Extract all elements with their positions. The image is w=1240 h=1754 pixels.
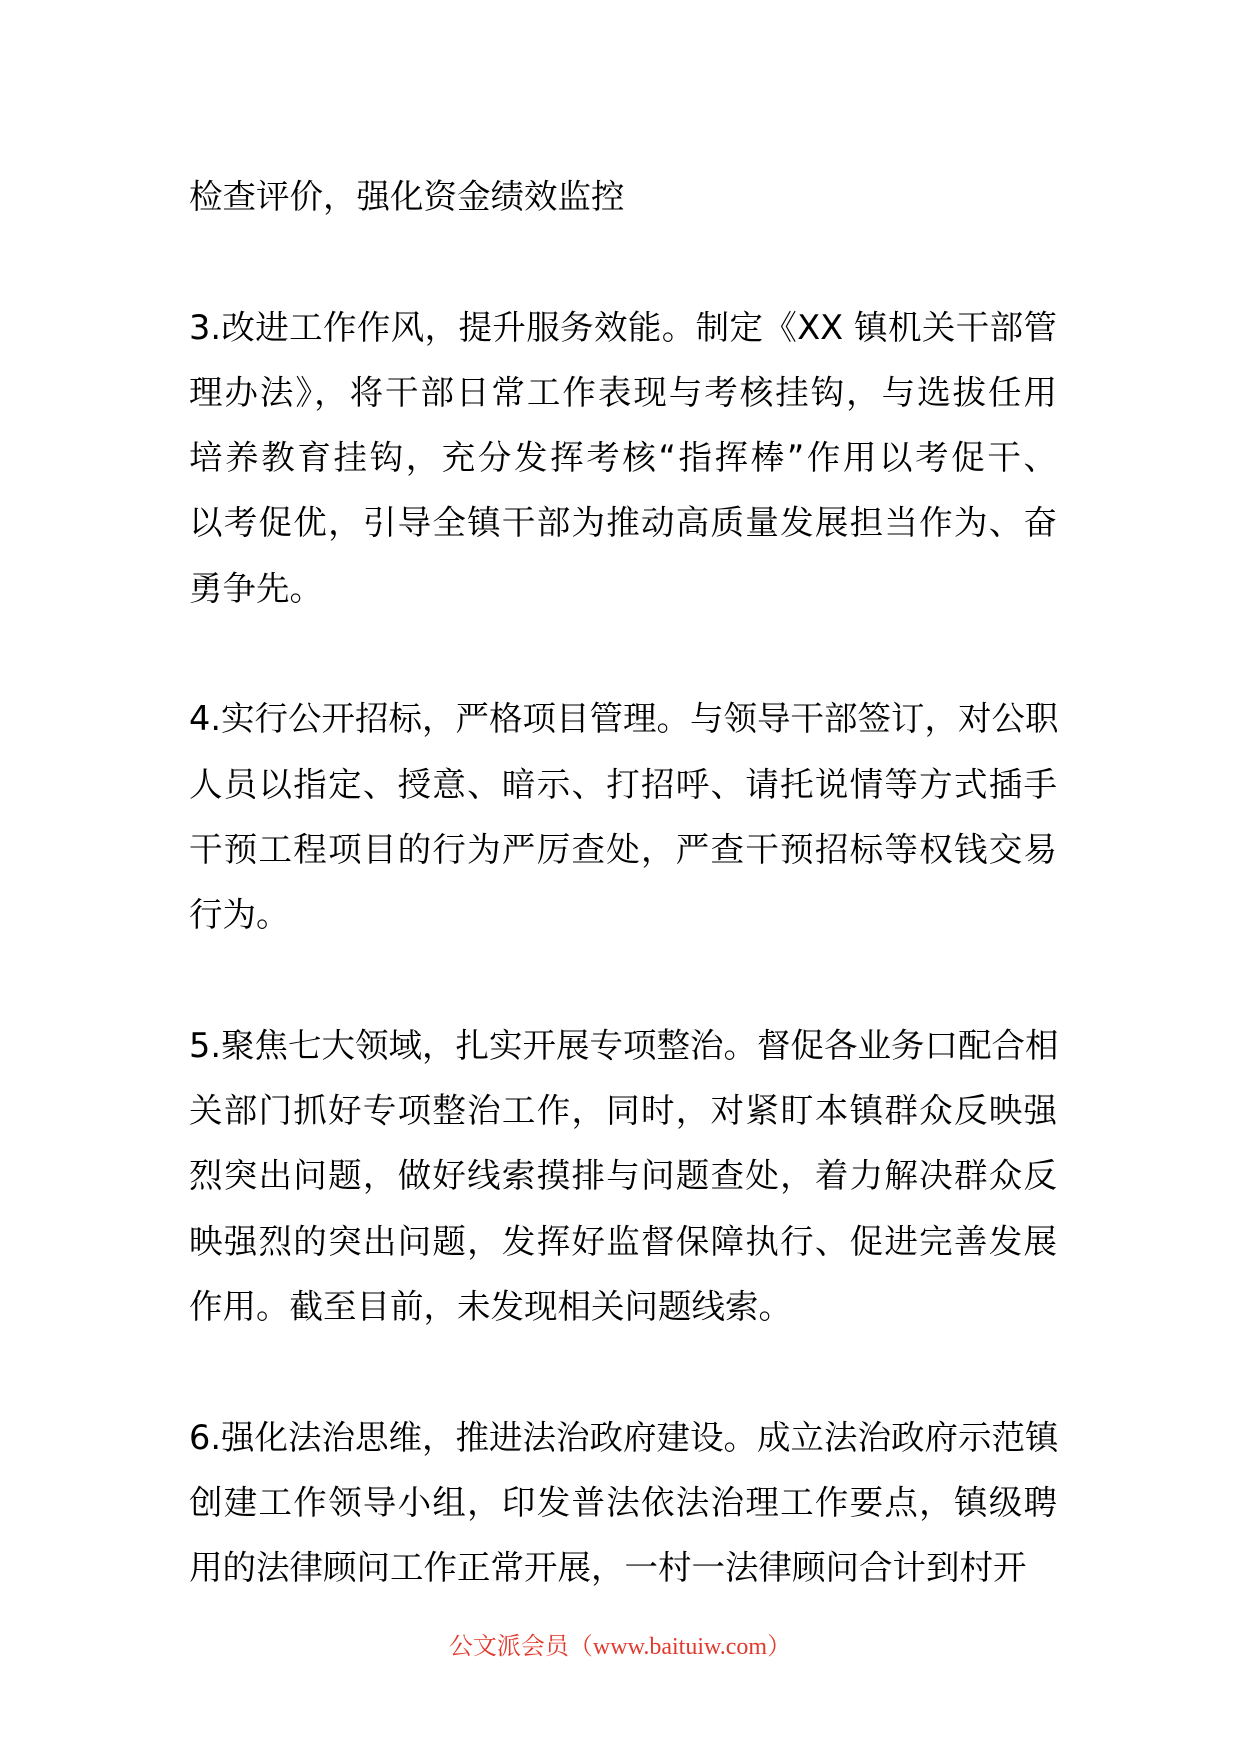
text-line: 培养教育挂钩，充分发挥考核“指挥棒”作用以考促干、 xyxy=(189,438,1057,478)
text-line: 5.聚焦七大领域，扎实开展专项整治。督促各业务口配合相 xyxy=(189,1025,1059,1065)
text-line: 人员以指定、授意、暗示、打招呼、请托说情等方式插手 xyxy=(189,764,1057,804)
text-line: 勇争先。 xyxy=(189,568,323,608)
paragraph xyxy=(189,295,1057,621)
footer-watermark: 公文派会员（www.baituiw.com） xyxy=(448,1634,792,1660)
text-line: 检查评价，强化资金绩效监控 xyxy=(189,177,625,216)
paragraph xyxy=(189,164,1057,229)
paragraph xyxy=(189,686,1057,947)
text-line: 映强烈的突出问题，发挥好监督保障执行、促进完善发展 xyxy=(189,1221,1057,1261)
text-line: 以考促优，引导全镇干部为推动高质量发展担当作为、奋 xyxy=(189,503,1057,543)
text-line: 干预工程项目的行为严厉查处，严查干预招标等权钱交易 xyxy=(189,829,1057,869)
text-line: 4.实行公开招标，严格项目管理。与领导干部签订，对公职 xyxy=(189,699,1059,739)
text-line: 作用。截至目前，未发现相关问题线索。 xyxy=(189,1287,792,1327)
body-text xyxy=(189,164,1057,1666)
paragraph xyxy=(189,1013,1057,1339)
text-line: 用的法律顾问工作正常开展，一村一法律顾问合计到村开 xyxy=(189,1548,1027,1588)
text-line: 6.强化法治思维，推进法治政府建设。成立法治政府示范镇 xyxy=(189,1417,1059,1457)
text-line: 创建工作领导小组，印发普法依法治理工作要点，镇级聘 xyxy=(189,1482,1057,1522)
paragraph xyxy=(189,1405,1057,1601)
text-line: 3.改进工作作风，提升服务效能。制定《XX 镇机关干部管 xyxy=(189,307,1057,347)
text-line: 烈突出问题，做好线索摸排与问题查处，着力解决群众反 xyxy=(189,1156,1057,1196)
text-line: 理办法》，将干部日常工作表现与考核挂钩，与选拔任用 xyxy=(189,372,1057,412)
text-line: 行为。 xyxy=(189,895,290,935)
text-line: 关部门抓好专项整治工作，同时，对紧盯本镇群众反映强 xyxy=(189,1091,1057,1131)
